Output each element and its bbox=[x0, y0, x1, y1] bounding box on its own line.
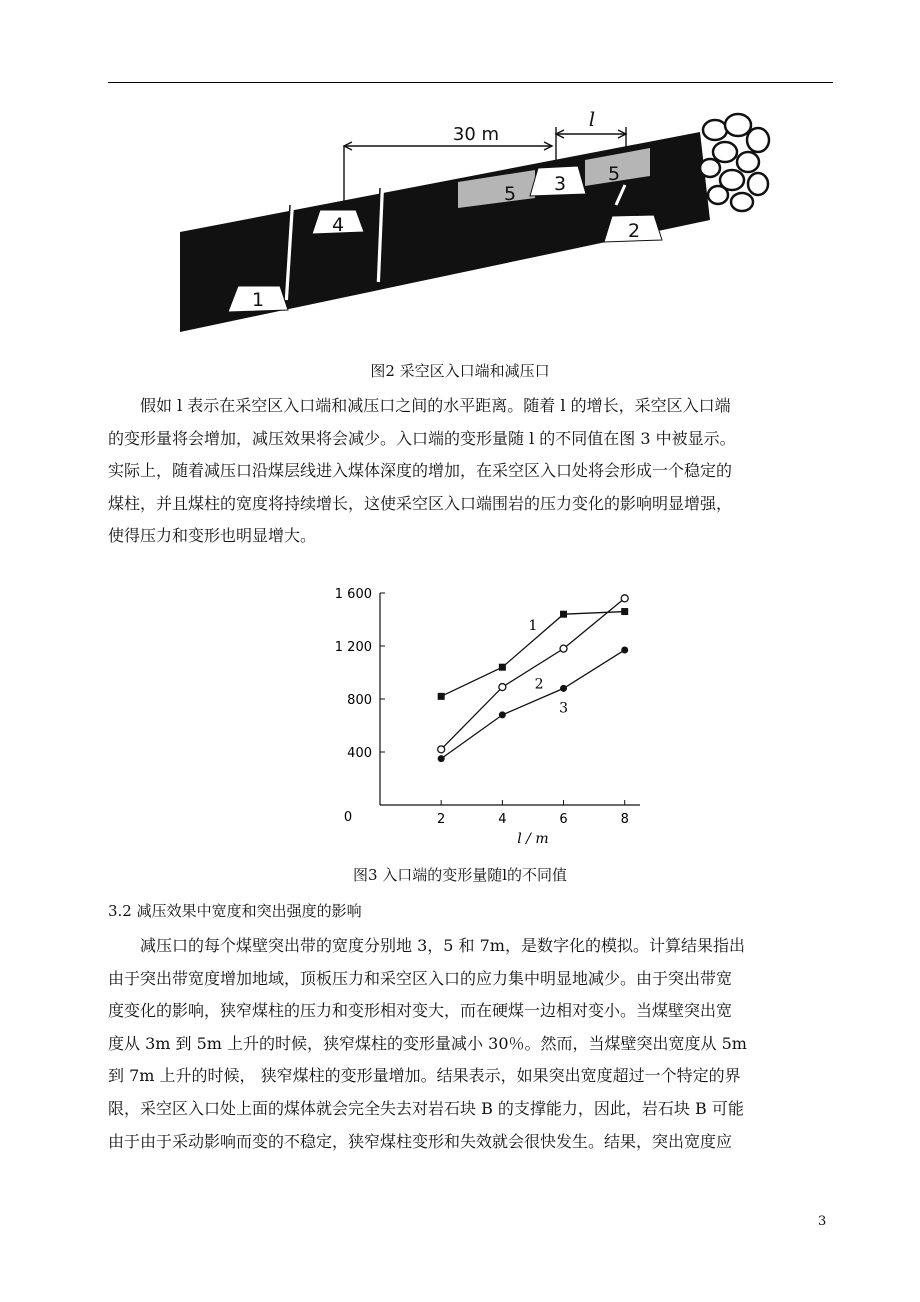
data-point bbox=[499, 664, 506, 671]
paragraph-line: 到 7m 上升的时候， 狭窄煤柱的变形量增加。结果表示，如果突出宽度超过一个特定的界 bbox=[108, 1066, 741, 1086]
x-tick-label: 2 bbox=[437, 812, 446, 827]
gob-rubble bbox=[700, 114, 769, 211]
x-axis-label: l / m bbox=[517, 831, 549, 845]
y-tick-label: 0 bbox=[343, 810, 353, 825]
data-point bbox=[621, 646, 628, 653]
paragraph-line: 度变化的影响，狭窄煤柱的压力和变形相对变大，而在硬煤一边相对变小。当煤壁突出宽 bbox=[108, 1001, 733, 1021]
label-5-right: 5 bbox=[607, 163, 621, 185]
paragraph-line: 限，采空区入口处上面的煤体就会完全失去对岩石块 B 的支撑能力，因此，岩石块 B 可能 bbox=[108, 1098, 744, 1118]
data-point bbox=[438, 755, 445, 762]
label-2: 2 bbox=[627, 220, 641, 242]
x-tick-label: 4 bbox=[498, 812, 507, 827]
y-tick-label: 1 200 bbox=[334, 640, 372, 655]
paragraph-line: 由于突出带宽度增加地域，顶板压力和采空区入口的应力集中明显地减少。由于突出带宽 bbox=[108, 968, 733, 988]
label-1: 1 bbox=[251, 289, 265, 311]
x-tick-label: 6 bbox=[559, 812, 568, 827]
series-label: 3 bbox=[559, 700, 568, 717]
x-tick-label: 8 bbox=[620, 812, 629, 827]
paragraph-2 bbox=[108, 930, 836, 1158]
paragraph-line: 度从 3m 到 5m 上升的时候，狭窄煤柱的变形量减小 30％。然而，当煤壁突出宽度从 5m bbox=[108, 1033, 747, 1053]
y-tick-label: 400 bbox=[347, 746, 372, 761]
figure-3-chart bbox=[320, 585, 650, 845]
data-point bbox=[621, 595, 628, 602]
paragraph-line: 减压口的每个煤壁突出带的宽度分别地 3，5 和 7m，是数字化的模拟。计算结果指出 bbox=[140, 936, 745, 955]
data-point bbox=[621, 608, 628, 615]
paragraph-line: 的变形量将会增加，减压效果将会减少。入口端的变形量随 l 的不同值在图 3 中被显示。 bbox=[108, 428, 736, 448]
series-label: 1 bbox=[528, 618, 538, 635]
y-tick-label: 800 bbox=[347, 693, 372, 708]
paragraph-line: 煤柱，并且煤柱的宽度将持续增长，这使采空区入口端围岩的压力变化的影响明显增强， bbox=[108, 493, 733, 513]
data-point bbox=[560, 611, 567, 618]
page-number: 3 bbox=[818, 1214, 827, 1229]
label-4: 4 bbox=[331, 214, 345, 236]
paragraph-line: 由于由于采动影响而变的不稳定，狭窄煤柱变形和失效就会很快发生。结果，突出宽度应 bbox=[108, 1131, 733, 1151]
paragraph-line: 实际上，随着减压口沿煤层线进入煤体深度的增加，在采空区入口处将会形成一个稳定的 bbox=[108, 461, 733, 481]
data-point bbox=[499, 711, 506, 718]
data-point bbox=[438, 693, 445, 700]
label-3: 3 bbox=[553, 173, 567, 195]
paragraph-1 bbox=[108, 390, 836, 553]
series-label: 2 bbox=[534, 676, 544, 693]
paragraph-line: 使得压力和变形也明显增大。 bbox=[108, 526, 317, 546]
y-tick-label: 1 600 bbox=[334, 587, 372, 602]
distance-label: 30 m bbox=[452, 124, 500, 145]
header-rule bbox=[108, 82, 833, 83]
figure-2-caption: 图2 采空区入口端和减压口 bbox=[370, 362, 550, 380]
data-point bbox=[499, 684, 506, 691]
paragraph-line: 假如 l 表示在采空区入口端和减压口之间的水平距离。随着 l 的增长，采空区入口端 bbox=[140, 396, 731, 415]
figure-3-caption: 图3 入口端的变形量随l的不同值 bbox=[352, 866, 568, 884]
label-5-left: 5 bbox=[503, 183, 517, 205]
section-heading: 3.2 减压效果中宽度和突出强度的影响 bbox=[108, 902, 362, 920]
data-point bbox=[560, 645, 567, 652]
figure-2-diagram bbox=[180, 100, 775, 335]
series-line-3 bbox=[441, 650, 625, 759]
l-label: l bbox=[588, 107, 596, 131]
data-point bbox=[560, 685, 567, 692]
data-point bbox=[438, 746, 445, 753]
